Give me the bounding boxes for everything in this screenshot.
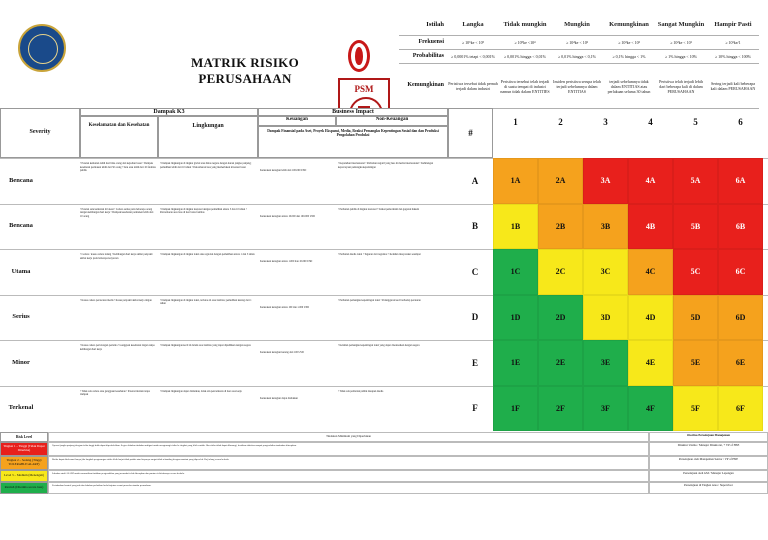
risk-cell: 2F — [538, 386, 583, 432]
likelihood-number: 6 — [738, 117, 743, 127]
likelihood-probability: ≥ 0,0001% tetapi < 0,001% — [447, 50, 499, 64]
likelihood-label-istilah: Istilah — [399, 16, 447, 36]
likelihood-frequency: ≥ 10⁵ke <10⁴ — [499, 36, 551, 50]
risk-cell: 2B — [538, 204, 583, 250]
risk-cell: 3D — [583, 295, 628, 341]
risk-cell: 1F — [493, 386, 538, 432]
likelihood-term: Hampir Pasti — [707, 16, 759, 36]
likelihood-description: Peristiwa tersebut telah terjadi di suatu tempat di industri namun tidak dalam ENTITIES — [499, 64, 551, 109]
severity-name: Terkenal — [8, 404, 34, 412]
risk-cell: 2E — [538, 340, 583, 386]
legend-action: Lakukan studi ALARP untuk memastikan tindakan pengendalian yang memadai telah diterapkan dan pantau efektivitasnya secara berkala. — [48, 470, 649, 482]
severity-header: Severity — [0, 108, 80, 158]
risk-cell: 1A — [493, 158, 538, 204]
legend-action: Risiko dapat ditoleransi hanya jika langkah pengurangan risiko lebih lanjut tidak praktis atau biayanya sangat tidak sebanding dengan manfaat yang diperoleh. Kaji ulang secara berkala. — [48, 456, 649, 470]
company-seal-logo — [18, 24, 66, 72]
non-financial-impact-text: • Keluhan pemangku kepentingan lokal yang dapat diselesaikan dengan segera — [338, 344, 420, 347]
environment-impact-text: • Dampak lingkungan di tingkat nasional dengan pemulihan antara 5 dan 10 tahun • Pencemaran area luas di luar batas fasilitas — [160, 207, 247, 214]
legend-authority: Persetujuan oleh GM / Manajer Lapangan — [649, 470, 768, 482]
environment-impact-text: • Dampak lingkungan di tingkat lokal atau regional dengan pemulihan antara 1 dan 5 tahun — [160, 253, 255, 256]
likelihood-description: Sering terjadi kali beberapa kali dalam PERUSAHAAN — [707, 64, 759, 109]
risk-cell: 6D — [718, 295, 763, 341]
risk-cell: 5A — [673, 158, 718, 204]
non-financial-impact-text: • Perhatian pemangku kepentingan lokal • Pelanggaran kecil terhadap peraturan — [338, 298, 421, 302]
risk-cell: 4A — [628, 158, 673, 204]
flame-emblem-icon — [348, 40, 370, 72]
risk-cell: 2A — [538, 158, 583, 204]
likelihood-term: Langka — [447, 16, 499, 36]
likelihood-number: 2 — [558, 117, 563, 127]
risk-cell: 6F — [718, 386, 763, 432]
legend-authority: Persetujuan oleh Manajemen Senior / VP of HSE — [649, 456, 768, 470]
risk-cell: 3E — [583, 340, 628, 386]
psm-logo: PSM — [338, 78, 390, 130]
likelihood-label-probabilitas: Probabilitas — [399, 50, 447, 64]
legend-authority: Persetujuan di Tingkat Area / Supervisor — [649, 482, 768, 494]
k3-impact-text: • Kasus cedera perawatan medis • Kasus penyakit akibat kerja ringan — [80, 298, 152, 302]
likelihood-frequency: ≥ 10²ke < 10¹ — [655, 36, 707, 50]
financial-impact-text: Kerusakan kerugian antara 100 dan 1.000 USD — [260, 305, 310, 309]
k3-impact-text: • Potensi satu kematian di lokasi • Cedera serius pada beberapa orang dengan kehilangan hari kerja • Dampak kesehatan permanen lebih dari 10 orang — [80, 207, 154, 218]
risk-cell: 6E — [718, 340, 763, 386]
risk-cell: 4E — [628, 340, 673, 386]
likelihood-frequency: ≥ 10⁴ke < 10³ — [551, 36, 603, 50]
k3-impact-text: • Cedera / kasus cedera tulang • Kehilangan hari kerja akibat penyakit akibat kerja pada beberapa karyawan — [80, 253, 153, 260]
risk-cell: 4C — [628, 249, 673, 295]
likelihood-frequency: ≥ 10³ke < 10² — [603, 36, 655, 50]
severity-letter: D — [471, 312, 479, 323]
non-financial-impact-text: • Kepatuhan internasional • Perhatian negatif yang luas di media internasional • Kehilangan kepercayaan pemangku kepentingan — [338, 162, 434, 169]
environment-impact-text: • Dampak lingkungan di tingkat lokal, terbatas di area fasilitas; pemulihan kurang dari 1 tahun — [160, 298, 252, 305]
legend-level: Tingkat 1 – Tinggi (Tidak Dapat Diterima) — [0, 442, 48, 456]
likelihood-description: terjadi sebelumnya tidak dalam ENTITIAS atau perlakuan selama 30 tahun — [603, 64, 655, 109]
risk-cell: 5F — [673, 386, 718, 432]
likelihood-frequency: ≥ 10¹ke/1 — [707, 36, 759, 50]
severity-name: Serius — [12, 313, 30, 321]
legend-risk-level-header: Risk Level — [0, 432, 48, 442]
legend — [0, 432, 768, 540]
legend-authority-header: Otoritas Persetujuan Manajemen — [649, 432, 768, 442]
likelihood-description: Peristiwa telah terjadi lebih dari beberapa kali di dalam PERUSAHAAN — [655, 64, 707, 109]
severity-name: Bencana — [9, 176, 33, 184]
non-financial-impact-text: • Perhatian media lokal • Teguran dari regulator • Keluhan masyarakat setempat — [338, 253, 421, 256]
financial-impact-text: Kerusakan kerugian antara 10.000 dan 100.000 USD — [260, 214, 315, 218]
business-impact-header: Business Impact — [258, 108, 448, 116]
likelihood-term: Kemungkinan — [603, 16, 655, 36]
severity-letter: E — [471, 357, 478, 368]
risk-cell: 3A — [583, 158, 628, 204]
legend-level: Rendah (Diterima secara luas) — [0, 482, 48, 494]
risk-cell: 6A — [718, 158, 763, 204]
financial-impact-text: Kerusakan kerugian dapat diabaikan — [260, 396, 298, 400]
hash-header: # — [448, 108, 493, 158]
likelihood-number: 3 — [603, 117, 608, 127]
likelihood-label-kemungkinan: Kemungkinan — [399, 64, 447, 109]
risk-cell: 5C — [673, 249, 718, 295]
environment-impact-text: • Dampak lingkungan kecil di dalam area fasilitas yang dapat dipulihkan dengan segera — [160, 344, 251, 347]
risk-cell: 5E — [673, 340, 718, 386]
likelihood-description: Peristiwa tersebut tidak pernah terjadi dalam industri — [447, 64, 499, 109]
legend-action: Pertahankan kontrol yang ada dan lakukan perbaikan berkelanjutan sesuai prosedur standar perusahaan. — [48, 482, 649, 494]
likelihood-number: 4 — [648, 117, 653, 127]
severity-letter: C — [471, 266, 479, 277]
likelihood-number: 1 — [513, 117, 518, 127]
non-financial-impact-text: • Perhatian publik di tingkat nasional • Sanksi pemerintah dan gugatan hukum — [338, 207, 419, 211]
likelihood-label-frekuensi: Frekuensi — [399, 36, 447, 50]
likelihood-term: Sangat Mungkin — [655, 16, 707, 36]
risk-cell: 5B — [673, 204, 718, 250]
likelihood-term: Mungkin — [551, 16, 603, 36]
legend-level: Level 3 – Medium (Menengah) — [0, 470, 48, 482]
lingkungan-header: Lingkungan — [158, 116, 258, 158]
risk-cell: 3F — [583, 386, 628, 432]
environment-impact-text: • Dampak lingkungan di tingkat global atau lintas negara dengan durasi jangka panjang; pemulihan lebih dari 10 tahun • Pencemaran luas yang memerlukan investasi besar — [160, 162, 252, 169]
likelihood-term: Tidak mungkin — [499, 16, 551, 36]
non-keuangan-header: Non-Keuangan — [336, 116, 448, 126]
risk-cell: 6B — [718, 204, 763, 250]
k3-impact-text: • Kasus cedera pertolongan pertama • Gangguan kesehatan ringan tanpa kehilangan hari kerja — [80, 344, 155, 351]
financial-impact-text: Kerusakan kerugian kurang dari 100 USD — [260, 351, 304, 354]
risk-cell: 3C — [583, 249, 628, 295]
legend-action-header: Tindakan Minimum yang Diperlukan — [48, 432, 649, 442]
severity-name: Minor — [12, 358, 30, 366]
risk-cell: 4D — [628, 295, 673, 341]
k3-impact-text: • Potensi kematian lebih dari lima orang dari kejadian besar • Dampak kesehatan permanen lebih dari 50 orang • Satu atau lebih dari 10 fatalitas publik — [80, 162, 156, 172]
environment-impact-text: • Dampak lingkungan dapat diabaikan, tidak ada pencemaran di luar area kerja — [160, 389, 242, 393]
legend-authority: Direktur Utama / Manajer Direktorat, + VP of HSE — [649, 442, 768, 456]
severity-letter: A — [471, 175, 479, 186]
business-impact-subheader: Dampak Finansial pada Aset, Proyek Ekspansi, Media, Reaksi Pemangku Kepentingan Sosial dan dan Produksi Pengolahan Produksi — [258, 126, 448, 158]
risk-cell: 1C — [493, 249, 538, 295]
k3-impact-text: • Tidak ada cedera atau gangguan kesehatan • Potensi insiden tanpa dampak — [80, 389, 150, 396]
risk-cell: 6C — [718, 249, 763, 295]
severity-letter: F — [472, 403, 478, 414]
non-financial-impact-text: • Tidak ada perhatian publik maupun media — [338, 389, 384, 393]
risk-cell: 4B — [628, 204, 673, 250]
keuangan-header: Keuangan — [258, 116, 336, 126]
risk-cell: 1B — [493, 204, 538, 250]
financial-impact-text: Kerusakan kerugian lebih dari 100.000 USD — [260, 169, 307, 172]
risk-cell: 3B — [583, 204, 628, 250]
risk-cell: 2C — [538, 249, 583, 295]
risk-cell: 4F — [628, 386, 673, 432]
severity-letter: B — [471, 221, 478, 232]
likelihood-description: Insiden peristiwa serupa telah terjadi sebelumnya dalam ENTITIAS — [551, 64, 603, 109]
likelihood-probability: ≥ 10% hingga < 100% — [707, 50, 759, 64]
dampak-k3-header: Dampak K3 — [80, 108, 258, 116]
financial-impact-text: Kerusakan kerugian antara 1.000 dan 10.000 USD — [260, 260, 313, 263]
k3-sub-header: Keselamatan dan Kesehatan — [80, 116, 158, 158]
likelihood-probability: ≥ 0,01% hingga < 0,1% — [551, 50, 603, 64]
likelihood-number: 5 — [693, 117, 698, 127]
likelihood-probability: ≥ 0,1% hingga < 1% — [603, 50, 655, 64]
risk-cell: 1D — [493, 295, 538, 341]
risk-cell: 1E — [493, 340, 538, 386]
likelihood-probability: ≥ 1% hingga < 10% — [655, 50, 707, 64]
page-title: MATRIK RISIKO PERUSAHAAN — [190, 55, 300, 86]
severity-name: Utama — [11, 267, 31, 275]
legend-action: Operasi jangka panjang dengan risiko tinggi tidak dapat diperbolehkan. Segera lakukan tindakan mitigasi untuk mengurangi risiko ke tingkat yang lebih rendah. Jika risiko tidak dapat dikurangi, hentikan aktivitas sampai pengendalian tambahan diterapkan. — [48, 442, 649, 456]
likelihood-table — [399, 16, 759, 109]
likelihood-frequency: ≥ 10⁶ke < 10⁵ — [447, 36, 499, 50]
risk-cell: 5D — [673, 295, 718, 341]
likelihood-probability: ≥ 0,001% hingga < 0,01% — [499, 50, 551, 64]
legend-level: Tingkat 2 – Sedang (Tinggi TOLERABLE/ALARP) — [0, 456, 48, 470]
risk-cell: 2D — [538, 295, 583, 341]
severity-name: Bencana — [9, 222, 33, 230]
